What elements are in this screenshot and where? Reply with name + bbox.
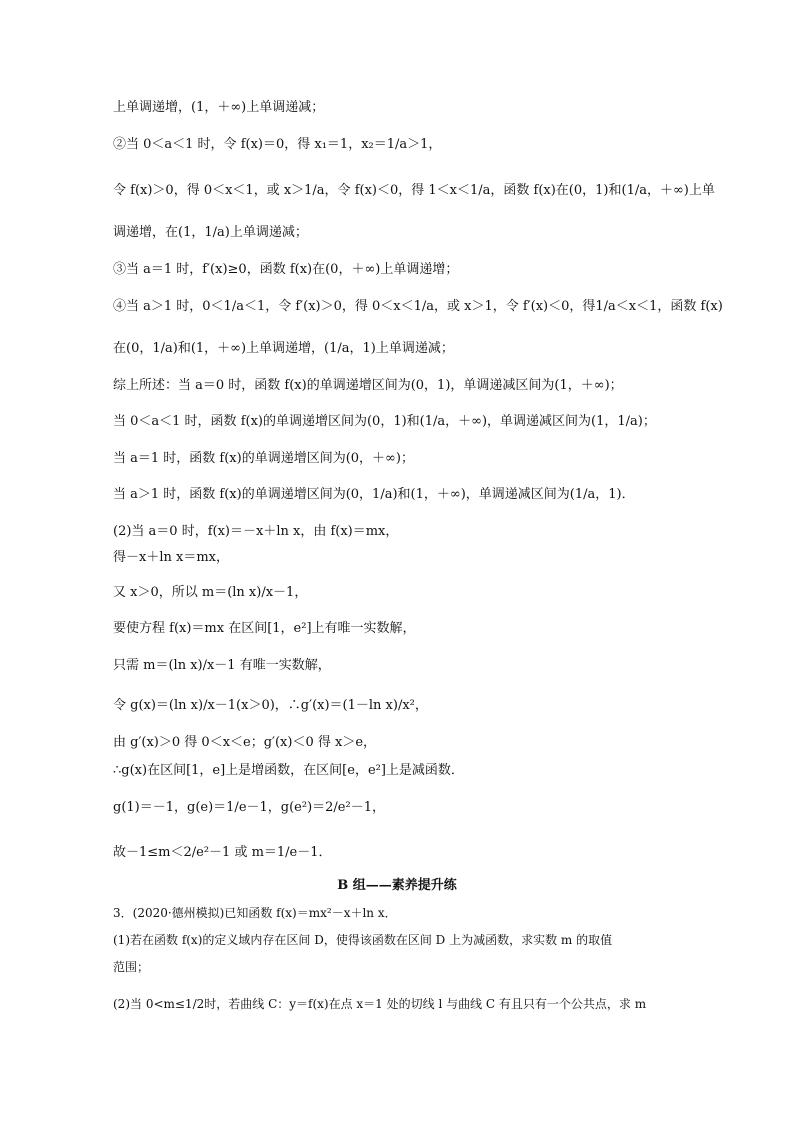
problem-line-3: (2)当 0<m≤1/2时，若曲线 C：y＝f(x)在点 x＝1 处的切线 l 与曲线 C 有且只有一个公共点，求 m <box>113 997 647 1011</box>
solution-line-10: 当 a＞1 时，函数 f(x)的单调递增区间为(0，1/a)和(1，＋∞)，单调递减区间为(1/a，1)． <box>113 487 635 502</box>
solution-line-16: 令 g(x)＝(ln x)/x－1(x＞0)，∴g′(x)＝(1－ln x)/x²， <box>113 698 428 713</box>
solution-line-9: 当 a＝1 时，函数 f(x)的单调递增区间为(0，＋∞)； <box>113 451 414 466</box>
solution-line-13: 又 x＞0，所以 m＝(ln x)/x－1， <box>113 585 308 600</box>
section-title: B 组——素养提升练 <box>337 878 457 893</box>
solution-line-5: ④当 a＞1 时，0＜1/a＜1，令 f′(x)＞0，得 0＜x＜1/a，或 x＞1，令 f′(x)＜0，得1/a＜x＜1，函数 f(x) <box>113 299 723 314</box>
problem-line-1: (1)若在函数 f(x)的定义域内存在区间 D，使得该函数在区间 D 上为减函数，求实数 m 的取值 <box>113 933 613 947</box>
solution-line-4: ③当 a＝1 时，f′(x)≥0，函数 f(x)在(0，＋∞)上单调递增； <box>113 262 459 277</box>
problem-line-0: 3．(2020·德州模拟)已知函数 f(x)＝mx²－x＋ln x． <box>113 906 397 920</box>
solution-line-11: (2)当 a＝0 时，f(x)＝－x＋ln x，由 f(x)＝mx， <box>113 524 399 539</box>
solution-line-0: 上单调递增，(1，＋∞)上单调递减； <box>113 100 325 115</box>
solution-line-14: 要使方程 f(x)＝mx 在区间[1，e²]上有唯一实数解， <box>113 621 416 636</box>
solution-line-8: 当 0＜a＜1 时，函数 f(x)的单调递增区间为(0，1)和(1/a，＋∞)，单调递减区间为(1，1/a)； <box>113 414 656 429</box>
solution-line-1: ②当 0＜a＜1 时，令 f(x)＝0，得 x₁＝1，x₂＝1/a＞1， <box>113 137 442 152</box>
solution-line-15: 只需 m＝(ln x)/x－1 有唯一实数解， <box>113 658 331 673</box>
solution-line-20: 故－1≤m＜2/e²－1 或 m＝1/e－1． <box>113 845 332 860</box>
solution-line-19: g(1)＝－1，g(e)＝1/e－1，g(e²)＝2/e²－1， <box>113 800 385 815</box>
solution-line-3: 调递增，在(1，1/a)上单调递减； <box>113 225 308 240</box>
solution-line-7: 综上所述：当 a＝0 时，函数 f(x)的单调递增区间为(0，1)，单调递减区间为(1，＋∞)； <box>113 378 623 393</box>
solution-line-12: 得－x＋ln x＝mx， <box>113 550 229 565</box>
solution-line-18: ∴g(x)在区间[1，e]上是增函数，在区间[e，e²]上是减函数． <box>113 763 464 778</box>
solution-line-17: 由 g′(x)＞0 得 0＜x＜e；g′(x)＜0 得 x＞e， <box>113 735 377 750</box>
solution-line-6: 在(0，1/a)和(1，＋∞)上单调递增，(1/a，1)上单调递减； <box>113 341 454 356</box>
problem-line-2: 范围； <box>113 960 150 974</box>
solution-line-2: 令 f(x)＞0，得 0＜x＜1，或 x＞1/a，令 f(x)＜0，得 1＜x＜1/a，函数 f(x)在(0，1)和(1/a，＋∞)上单 <box>113 183 715 198</box>
